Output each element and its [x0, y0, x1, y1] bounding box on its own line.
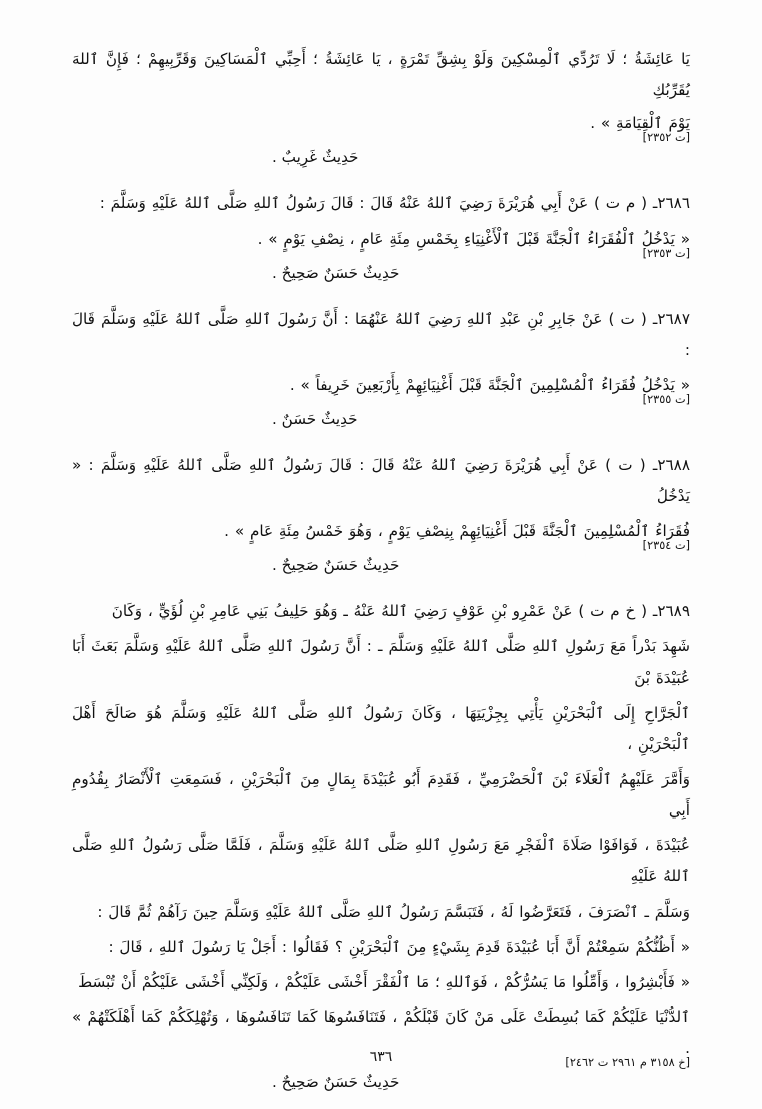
hadith-block — [72, 188, 690, 287]
hadith-body-line: « فَأَبْشِرُوا ، وَأَمِّلُوا مَا يَسُرُّكُمْ ، فَوَٱللهِ ؛ مَا ٱلْفَقْرَ أَخْشَى عَلَيْكُمْ ، وَلَكِنِّي أَخْشَى عَلَيْكُمْ أَنْ تُبْسَطَ — [78, 972, 690, 991]
hadith-block — [72, 44, 690, 172]
hadith-block — [72, 304, 690, 434]
hadith-body-line: ٱلدُّنْيَا عَلَيْكُمْ كَمَا بُسِطَتْ عَلَى مَنْ كَانَ قَبْلَكُمْ ، فَتَنَافَسُوهَا كَمَا تَنَافَسُوهَا ، وَتُهْلِكَكُمْ كَمَا أَهْلَكَتْهُمْ » . — [72, 1008, 690, 1058]
hadith-reference: [ت ٢٣٥٤] — [642, 539, 690, 553]
hadith-reference: [ت ٢٣٥٣] — [642, 246, 690, 260]
hadith-block — [72, 450, 690, 580]
hadith-body-line: يَا عَائِشَةُ ؛ لَا تَرُدِّي ٱلْمِسْكِينَ وَلَوْ بِشِقِّ تَمْرَةٍ ، يَا عَائِشَةُ ؛ أَحِبِّي ٱلْمَسَاكِينَ وَقَرِّبِيهِمْ ؛ فَإِنَّ ٱللهَ يُقَرِّبُكِ — [72, 50, 690, 100]
hadith-body-line: ٢٦٨٩ـ ( خ م ت ) عَنْ عَمْرِو بْنِ عَوْفٍ رَضِيَ ٱللهُ عَنْهُ ـ وَهُوَ حَلِيفُ بَنِي عَامِرِ بْنِ لُؤَيٍّ ، وَكَانَ — [111, 602, 690, 621]
page-content — [72, 44, 690, 1092]
hadith-reference: [ت ٢٣٥٢] — [642, 131, 690, 145]
hadith-body-line: شَهِدَ بَدْراً مَعَ رَسُولِ ٱللهِ صَلَّى ٱللهُ عَلَيْهِ وَسَلَّمَ ـ : أَنَّ رَسُولَ ٱللهِ صَلَّى ٱللهُ عَلَيْهِ وَسَلَّمَ بَعَثَ أَبَا عُبَيْدَةَ بْنَ — [72, 637, 690, 687]
hadith-grade: حَدِيثٌ حَسَنٌ صَحِيحٌ . — [272, 1073, 400, 1092]
hadith-body-line: « أَظُنُّكُمْ سَمِعْتُمْ أَنَّ أَبَا عُبَيْدَةَ قَدِمَ بِشَيْءٍ مِنَ ٱلْبَحْرَيْنِ ؟ فَقَالُوا : أَجَلْ يَا رَسُولَ ٱللهِ ، قَالَ : — [108, 937, 690, 956]
hadith-grade: حَدِيثٌ حَسَنٌ صَحِيحٌ . — [272, 263, 400, 282]
hadith-reference: [خ ٣١٥٨ م ٢٩٦١ ت ٢٤٦٢] — [565, 1056, 690, 1070]
hadith-block — [72, 596, 690, 1097]
grade-row — [72, 539, 690, 580]
page-number: ٦٣٦ — [369, 1049, 393, 1065]
hadith-grade: حَدِيثٌ حَسَنٌ صَحِيحٌ . — [272, 556, 400, 575]
hadith-body-line: ٢٦٨٦ـ ( م ت ) عَنْ أَبِي هُرَيْرَةَ رَضِيَ ٱللهُ عَنْهُ قَالَ : قَالَ رَسُولُ ٱللهِ صَلَّى ٱللهُ عَلَيْهِ وَسَلَّمَ : — [99, 194, 690, 213]
hadith-body-line: ٱلْجَرَّاحِ إِلَى ٱلْبَحْرَيْنِ يَأْتِي بِجِزْيَتِهَا ، وَكَانَ رَسُولُ ٱللهِ صَلَّى ٱللهُ عَلَيْهِ وَسَلَّمَ هُوَ صَالَحَ أَهْلَ ٱلْبَحْرَيْنِ ، — [72, 703, 690, 753]
grade-row — [72, 393, 690, 434]
hadith-grade: حَدِيثٌ غَرِيبٌ . — [272, 148, 359, 167]
hadith-reference: [ت ٢٣٥٥] — [642, 393, 690, 406]
hadith-body-line: « يَدْخُلُ فُقَرَاءُ ٱلْمُسْلِمِينَ ٱلْجَنَّةَ قَبْلَ أَغْنِيَائِهِمْ بِأَرْبَعِينَ خَرِيفاً » . — [289, 375, 690, 394]
hadith-body-line: فُقَرَاءُ ٱلْمُسْلِمِينَ ٱلْجَنَّةَ قَبْلَ أَغْنِيَائِهِمْ بِنِصْفِ يَوْمٍ ، وَهُوَ خَمْسُ مِئَةِ عَامٍ » . — [224, 522, 690, 541]
hadith-body-line: ٢٦٨٧ـ ( ت ) عَنْ جَابِرِ بْنِ عَبْدِ ٱللهِ رَضِيَ ٱللهُ عَنْهُمَا : أَنَّ رَسُولَ ٱللهِ صَلَّى ٱللهُ عَلَيْهِ وَسَلَّمَ قَالَ : — [72, 309, 690, 359]
hadith-body-line: « يَدْخُلُ ٱلْفُقَرَاءُ ٱلْجَنَّةَ قَبْلَ ٱلْأَغْنِيَاءِ بِخَمْسِ مِئَةِ عَامٍ ، نِصْفِ يَوْمٍ » . — [257, 229, 690, 248]
hadith-body-line: وَسَلَّمَ ـ ٱنْصَرَفَ ، فَتَعَرَّضُوا لَهُ ، فَتَبَسَّمَ رَسُولُ ٱللهِ صَلَّى ٱللهُ عَلَيْهِ وَسَلَّمَ حِينَ رَآهُمْ ثُمَّ قَالَ : — [97, 902, 690, 921]
hadith-grade: حَدِيثٌ حَسَنٌ . — [272, 410, 358, 428]
hadith-body-line: وَأَمَّرَ عَلَيْهِمُ ٱلْعَلَاءَ بْنَ ٱلْحَضْرَمِيِّ ، فَقَدِمَ أَبُو عُبَيْدَةَ بِمَالٍ مِنَ ٱلْبَحْرَيْنِ ، فَسَمِعَتِ ٱلْأَنْصَارُ بِقُدُومِ أَبِي — [72, 770, 690, 820]
hadith-body-line: يَوْمَ ٱلْقِيَامَةِ » . — [590, 114, 690, 133]
grade-row — [72, 246, 690, 288]
grade-row — [72, 131, 690, 172]
hadith-body-line: عُبَيْدَةَ ، فَوَافَوْا صَلَاةَ ٱلْفَجْرِ مَعَ رَسُولِ ٱللهِ صَلَّى ٱللهُ عَلَيْهِ وَسَلَّمَ ، فَلَمَّا صَلَّى رَسُولُ ٱللهِ صَلَّى ٱللهُ عَلَيْهِ — [72, 836, 690, 886]
hadith-body-line: ٢٦٨٨ـ ( ت ) عَنْ أَبِي هُرَيْرَةَ رَضِيَ ٱللهُ عَنْهُ قَالَ : قَالَ رَسُولُ ٱللهِ صَلَّى ٱللهُ عَلَيْهِ وَسَلَّمَ : « يَدْخُلُ — [72, 455, 690, 506]
